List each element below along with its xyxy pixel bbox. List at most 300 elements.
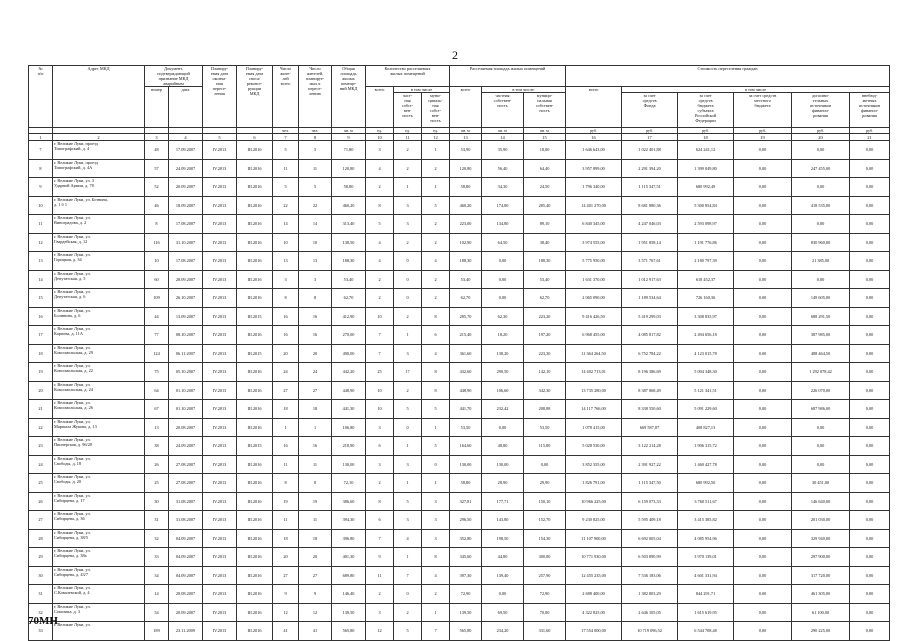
cell-col-7: 1 — [273, 418, 299, 437]
cell-col-13: 188,30 — [450, 252, 482, 271]
cell-col-15: 70,00 — [524, 603, 566, 622]
column-number-7: 7 — [273, 134, 299, 141]
cell-col-9: 58,80 — [332, 178, 366, 197]
cell-col-16: 11 364 264,50 — [566, 344, 622, 363]
cell-col-15: 72,90 — [524, 585, 566, 604]
cell-col-19: 0,00 — [734, 474, 792, 493]
cell-col-3: 46 — [145, 196, 169, 215]
cell-col-10: 2 — [366, 474, 394, 493]
cell-col-20: 317 720,00 — [792, 566, 850, 585]
cell-col-11: 2 — [394, 603, 422, 622]
cell-col-14: 0,00 — [482, 289, 524, 308]
cell-col-16: 10 966 225,00 — [566, 492, 622, 511]
cell-col-15: 331,60 — [524, 622, 566, 641]
cell-col-5: IV.2013 — [203, 492, 237, 511]
cell-col-9: 106,80 — [332, 418, 366, 437]
cell-col-9: 138,50 — [332, 233, 366, 252]
cell-col-10: 3 — [366, 603, 394, 622]
cell-col-9: 218,90 — [332, 437, 366, 456]
table-row — [29, 141, 890, 160]
cell-col-5: IV.2013 — [203, 141, 237, 160]
header-area-total: всего — [450, 87, 482, 128]
cell-col-14: 34,30 — [482, 178, 524, 197]
cell-col-3: 75 — [145, 363, 169, 382]
cell-col-14: 18,20 — [482, 326, 524, 345]
header-local-budget: за счет средств местного бюджета — [734, 93, 792, 128]
cell-col-17: 3 571 767,61 — [622, 252, 678, 271]
cell-col-3: 34 — [145, 566, 169, 585]
cell-col-14: 130,00 — [482, 455, 524, 474]
cell-col-6: III.2016 — [237, 215, 273, 234]
cell-col-16: 5 775 950,00 — [566, 252, 622, 271]
cell-col-17: 6 752 784,22 — [622, 344, 678, 363]
cell-col-17: 2 391 927,22 — [622, 455, 678, 474]
cell-col-17: 8 387 868,49 — [622, 381, 678, 400]
cell-col-16: 9 416 426,50 — [566, 307, 622, 326]
unit-cell-17: руб. — [622, 128, 678, 134]
cell-col-7: 13 — [273, 252, 299, 271]
cell-col-11: 3 — [394, 196, 422, 215]
unit-cell-11: ед. — [394, 128, 422, 134]
cell-col-8: 22 — [299, 196, 332, 215]
cell-col-5: IV.2013 — [203, 363, 237, 382]
unit-cell-21: руб. — [850, 128, 890, 134]
cell-col-21: 0,00 — [850, 585, 890, 604]
cell-col-3: 10 — [145, 252, 169, 271]
cell-col-15: 285,40 — [524, 196, 566, 215]
cell-col-15: 64,40 — [524, 159, 566, 178]
cell-col-12: 8 — [422, 307, 450, 326]
cell-col-14: 177,71 — [482, 492, 524, 511]
column-number-15: 15 — [524, 134, 566, 141]
cell-col-8: 5 — [299, 141, 332, 160]
cell-col-21: 0,00 — [850, 326, 890, 345]
cell-col-10: 6 — [366, 511, 394, 530]
cell-col-12: 2 — [422, 585, 450, 604]
cell-col-9: 460,20 — [332, 196, 366, 215]
cell-col-8: 3 — [299, 270, 332, 289]
cell-col-21: 0,00 — [850, 455, 890, 474]
cell-col-3: 57 — [145, 159, 169, 178]
cell-col-6: III.2016 — [237, 622, 273, 641]
cell-col-16: 5 028 530,00 — [566, 437, 622, 456]
cell-col-9: 401,30 — [332, 548, 366, 567]
cell-col-19: 0,00 — [734, 363, 792, 382]
cell-col-15: 188,30 — [524, 252, 566, 271]
cell-col-9: 139,50 — [332, 603, 366, 622]
cell-col-4: 04.09.2007 — [169, 529, 203, 548]
cell-col-16: 3 974 555,00 — [566, 233, 622, 252]
cell-col-14: 134,80 — [482, 215, 524, 234]
cell-col-5: IV.2013 — [203, 289, 237, 308]
cell-col-13: 345,60 — [450, 548, 482, 567]
cell-col-1: 8 — [29, 159, 53, 178]
cell-col-11: 1 — [394, 474, 422, 493]
cell-col-6: III.2016 — [237, 178, 273, 197]
cell-col-10: 4 — [366, 252, 394, 271]
cell-col-17: 6 503 890,99 — [622, 548, 678, 567]
cell-col-5: IV.2013 — [203, 455, 237, 474]
header-subject-budget: за счет средств бюджета субъекта Российской Федерации — [678, 93, 734, 128]
cell-col-20: 21 385,00 — [792, 252, 850, 271]
cell-col-16: 10 771 930,00 — [566, 548, 622, 567]
cell-col-20: 830 960,00 — [792, 233, 850, 252]
cell-col-9: 689,80 — [332, 566, 366, 585]
cell-col-19: 0,00 — [734, 418, 792, 437]
cell-col-7: 16 — [273, 326, 299, 345]
header-document: Документ, подтверждающий признание МКД аварийным — [145, 66, 203, 87]
cell-col-21: 0,00 — [850, 548, 890, 567]
cell-col-20: 0,00 — [792, 141, 850, 160]
cell-col-6: III.2016 — [237, 252, 273, 271]
cell-col-6: III.2016 — [237, 326, 273, 345]
column-numbers-row — [29, 134, 890, 141]
column-number-5: 5 — [203, 134, 237, 141]
cell-col-10: 3 — [366, 455, 394, 474]
table-row — [29, 270, 890, 289]
cell-col-18: 3 415 385,82 — [678, 511, 734, 530]
cell-col-1: 19 — [29, 363, 53, 382]
cell-col-9: 442,20 — [332, 363, 366, 382]
cell-col-13: 53,90 — [450, 141, 482, 160]
cell-col-16: 3 852 355,00 — [566, 455, 622, 474]
cell-col-19: 0,00 — [734, 585, 792, 604]
cell-col-7: 41 — [273, 622, 299, 641]
cell-col-8: 12 — [299, 603, 332, 622]
cell-col-3: 13 — [145, 418, 169, 437]
cell-col-13: 102,90 — [450, 233, 482, 252]
cell-col-8: 11 — [299, 455, 332, 474]
header-plan-demolition: Планиру- емая дата сноса/ реконст- рукции МКД — [237, 66, 273, 128]
table-row — [29, 233, 890, 252]
cell-col-8: 20 — [299, 548, 332, 567]
cell-col-5: IV.2013 — [203, 622, 237, 641]
cell-col-8: 18 — [299, 400, 332, 419]
cell-col-21: 0,00 — [850, 159, 890, 178]
cell-col-8: 16 — [299, 307, 332, 326]
cell-col-9: 396,80 — [332, 529, 366, 548]
cell-col-13: 565,80 — [450, 622, 482, 641]
cell-col-5: IV.2013 — [203, 196, 237, 215]
table-row — [29, 437, 890, 456]
cell-col-17: 2 291 394,20 — [622, 159, 678, 178]
cell-col-1: 25 — [29, 474, 53, 493]
cell-col-7: 22 — [273, 196, 299, 215]
cell-col-15: 223,20 — [524, 307, 566, 326]
cell-col-21: 0,00 — [850, 307, 890, 326]
cell-col-14: 234,20 — [482, 622, 524, 641]
cell-col-2: г. Великие Луки, ул. Депутатская, д. 5 — [53, 270, 145, 289]
cell-col-2: г. Великие Луки, ул. Сибирцева, д. 43/7 — [53, 566, 145, 585]
cell-col-6: III.2016 — [237, 159, 273, 178]
cell-col-14: 0,00 — [482, 418, 524, 437]
cell-col-6: III.2016 — [237, 289, 273, 308]
cell-col-16: 11 107 900,00 — [566, 529, 622, 548]
cell-col-9: 565,80 — [332, 622, 366, 641]
column-number-18: 18 — [678, 134, 734, 141]
cell-col-14: 198,50 — [482, 529, 524, 548]
cell-col-10: 4 — [366, 159, 394, 178]
cell-col-14: 143,80 — [482, 511, 524, 530]
cell-col-5: IV.2013 — [203, 400, 237, 419]
cell-col-20: 0,00 — [792, 455, 850, 474]
cell-col-9: 412,90 — [332, 307, 366, 326]
header-private-count: част- ная собст- вен- ность — [394, 93, 422, 128]
cell-col-15: 115,80 — [524, 437, 566, 456]
cell-col-16: 14 402 713,01 — [566, 363, 622, 382]
cell-col-18: 4 123 015,78 — [678, 344, 734, 363]
cell-col-3: 189 — [145, 622, 169, 641]
cell-col-6: III.2016 — [237, 455, 273, 474]
cell-col-19: 0,00 — [734, 455, 792, 474]
cell-col-13: 327,81 — [450, 492, 482, 511]
cell-col-5: IV.2013 — [203, 548, 237, 567]
cell-col-6: III.2016 — [237, 585, 273, 604]
cell-col-2: г. Великие Луки, ул. — [53, 622, 145, 641]
table-row — [29, 548, 890, 567]
cell-col-17: 4 247 046,03 — [622, 215, 678, 234]
cell-col-12: 2 — [422, 233, 450, 252]
cell-col-21: 0,00 — [850, 511, 890, 530]
cell-col-7: 10 — [273, 233, 299, 252]
cell-col-8: 11 — [299, 159, 332, 178]
cell-col-5: IV.2013 — [203, 215, 237, 234]
cell-col-9: 72,10 — [332, 474, 366, 493]
cell-col-1: 10 — [29, 196, 53, 215]
cell-col-17: 4 085 817,82 — [622, 326, 678, 345]
cell-col-15: 197,20 — [524, 326, 566, 345]
cell-col-9: 120,80 — [332, 159, 366, 178]
cell-col-16: 12 455 235,00 — [566, 566, 622, 585]
cell-col-18: 1 615 619,95 — [678, 603, 734, 622]
cell-col-21: 0,00 — [850, 529, 890, 548]
cell-col-10: 10 — [366, 307, 394, 326]
column-number-4: 4 — [169, 134, 203, 141]
cell-col-7: 27 — [273, 566, 299, 585]
cell-col-13: 441,70 — [450, 400, 482, 419]
cell-col-5: IV.2013 — [203, 418, 237, 437]
cell-col-12: 3 — [422, 529, 450, 548]
cell-col-4: 17.08.2007 — [169, 252, 203, 271]
cell-col-6: III.2016 — [237, 474, 273, 493]
cell-col-16: 2 688 400,00 — [566, 585, 622, 604]
cell-col-20: 387 985,00 — [792, 326, 850, 345]
cell-col-4: 31.08.2007 — [169, 492, 203, 511]
cell-col-10: 8 — [366, 196, 394, 215]
header-doc-number: номер — [145, 87, 169, 128]
cell-col-20: 0,00 — [792, 178, 850, 197]
cell-col-7: 18 — [273, 529, 299, 548]
cell-col-7: 5 — [273, 178, 299, 197]
cell-col-21: 0,00 — [850, 363, 890, 382]
cell-col-21: 0,00 — [850, 344, 890, 363]
cell-col-6: III.2015 — [237, 437, 273, 456]
cell-col-7: 16 — [273, 437, 299, 456]
header-rooms-area: Расселяемая площадь жилых помещений — [450, 66, 566, 87]
cell-col-19: 0,00 — [734, 307, 792, 326]
cell-col-8: 27 — [299, 566, 332, 585]
table-row — [29, 196, 890, 215]
cell-col-9: 270,00 — [332, 326, 366, 345]
cell-col-13: 120,80 — [450, 159, 482, 178]
cell-col-11: 5 — [394, 400, 422, 419]
cell-col-16: 9 230 825,00 — [566, 511, 622, 530]
cell-col-2: г. Великие Луки, проезд Типографский, д. 4 — [53, 141, 145, 160]
cell-col-12: 4 — [422, 566, 450, 585]
cell-col-15: 53,50 — [524, 418, 566, 437]
cell-col-18: 3 970 139,01 — [678, 548, 734, 567]
cell-col-9: 53,40 — [332, 270, 366, 289]
cell-col-20: 201 030,00 — [792, 511, 850, 530]
cell-col-20: 0,00 — [792, 437, 850, 456]
cell-col-1: 20 — [29, 381, 53, 400]
header-cost: Стоимость переселения граждан — [566, 66, 890, 87]
cell-col-1: 21 — [29, 400, 53, 419]
table-row — [29, 474, 890, 493]
cell-col-18: 3 308 835,97 — [678, 307, 734, 326]
cell-col-2: г. Великие Луки, ул. Комсомольская, д. 26 — [53, 400, 145, 419]
column-number-20: 20 — [792, 134, 850, 141]
cell-col-7: 11 — [273, 159, 299, 178]
cell-col-13: 397,30 — [450, 566, 482, 585]
column-number-19: 19 — [734, 134, 792, 141]
cell-col-4: 18.09.2007 — [169, 196, 203, 215]
cell-col-3: 8 — [145, 215, 169, 234]
cell-col-11: 3 — [394, 344, 422, 363]
cell-col-8: 13 — [299, 252, 332, 271]
cell-col-19: 0,00 — [734, 511, 792, 530]
cell-col-2: г. Великие Луки, ул. Виноградова, д. 2 — [53, 215, 145, 234]
cell-col-16: 3 957 899,00 — [566, 159, 622, 178]
cell-col-17: 5 419 299,03 — [622, 307, 678, 326]
cell-col-21: 0,00 — [850, 289, 890, 308]
cell-col-12: 0 — [422, 455, 450, 474]
unit-cell-19: руб. — [734, 128, 792, 134]
cell-col-9: 394,30 — [332, 511, 366, 530]
cell-col-18: 4 601 331,94 — [678, 566, 734, 585]
cell-col-16: 14 401 270,00 — [566, 196, 622, 215]
cell-col-15: 150,10 — [524, 492, 566, 511]
cell-col-11: 0 — [394, 270, 422, 289]
cell-col-21: 0,00 — [850, 437, 890, 456]
cell-col-1: 33 — [29, 622, 53, 641]
cell-col-8: 41 — [299, 622, 332, 641]
cell-col-6: III.2016 — [237, 233, 273, 252]
cell-col-6: III.2015 — [237, 307, 273, 326]
unit-cell-13: кв. м — [450, 128, 482, 134]
cell-col-10: 3 — [366, 418, 394, 437]
cell-col-1: 32 — [29, 603, 53, 622]
cell-col-17: 8 338 550,60 — [622, 400, 678, 419]
cell-col-7: 11 — [273, 511, 299, 530]
cell-col-1: 9 — [29, 178, 53, 197]
cell-col-10: 2 — [366, 270, 394, 289]
cell-col-16: 1 826 791,00 — [566, 474, 622, 493]
cell-col-4: 01.10.2007 — [169, 400, 203, 419]
resettlement-register-table — [28, 65, 890, 641]
cell-col-11: 1 — [394, 548, 422, 567]
cell-col-19: 0,00 — [734, 178, 792, 197]
column-number-12: 12 — [422, 134, 450, 141]
cell-col-5: IV.2013 — [203, 344, 237, 363]
cell-col-20: 149 605,00 — [792, 289, 850, 308]
cell-col-1: 22 — [29, 418, 53, 437]
cell-col-8: 19 — [299, 492, 332, 511]
cell-col-21: 0,00 — [850, 622, 890, 641]
cell-col-9: 448,90 — [332, 381, 366, 400]
cell-col-11: 7 — [394, 566, 422, 585]
cell-col-11: 17 — [394, 363, 422, 382]
cell-col-3: 44 — [145, 307, 169, 326]
header-doc-date: дата — [169, 87, 203, 128]
cell-col-21: 0,00 — [850, 400, 890, 419]
cell-col-12: 1 — [422, 474, 450, 493]
table-row — [29, 418, 890, 437]
cell-col-2: г. Великие Луки, ул. Комсомольская, д. 22 — [53, 363, 145, 382]
cell-col-11: 4 — [394, 529, 422, 548]
cell-col-16: 1 078 415,00 — [566, 418, 622, 437]
cell-col-12: 7 — [422, 622, 450, 641]
cell-col-6: III.2016 — [237, 381, 273, 400]
cell-col-11: 2 — [394, 307, 422, 326]
cell-col-3: 25 — [145, 474, 169, 493]
cell-col-5: IV.2013 — [203, 159, 237, 178]
header-residents-to-resettle: Число жителей, планируе- мых к пересе- лению — [299, 66, 332, 128]
cell-col-4: 31.08.2007 — [169, 511, 203, 530]
cell-col-20: 461 305,00 — [792, 585, 850, 604]
column-number-17: 17 — [622, 134, 678, 141]
cell-col-21: 0,00 — [850, 196, 890, 215]
cell-col-5: IV.2013 — [203, 381, 237, 400]
header-plan-resettlement-end: Планиру- емая дата оконча- ния пересе- ления — [203, 66, 237, 128]
cell-col-13: 62,70 — [450, 289, 482, 308]
cell-col-4: 24.09.2007 — [169, 159, 203, 178]
cell-col-6: III.2016 — [237, 529, 273, 548]
column-number-11: 11 — [394, 134, 422, 141]
cell-col-14: 0,00 — [482, 252, 524, 271]
cell-col-13: 53,50 — [450, 418, 482, 437]
cell-col-21: 0,00 — [850, 252, 890, 271]
cell-col-21: 0,00 — [850, 566, 890, 585]
cell-col-2: г. Великие Луки, ул. Горицкая, д. 34 — [53, 252, 145, 271]
cell-col-5: IV.2013 — [203, 178, 237, 197]
cell-col-13: 164,60 — [450, 437, 482, 456]
cell-col-15: 154,30 — [524, 529, 566, 548]
cell-col-20: 226 070,00 — [792, 381, 850, 400]
cell-col-19: 0,00 — [734, 529, 792, 548]
cell-col-7: 20 — [273, 344, 299, 363]
cell-col-18: 726 160,36 — [678, 289, 734, 308]
cell-col-18: 4 085 954,96 — [678, 529, 734, 548]
cell-col-18: 680 992,49 — [678, 178, 734, 197]
cell-col-2: г. Великие Луки, ул. Болинина, д. 6 — [53, 307, 145, 326]
cell-col-9: 441,30 — [332, 400, 366, 419]
cell-col-3: 67 — [145, 400, 169, 419]
cell-col-8: 9 — [299, 585, 332, 604]
cell-col-8: 16 — [299, 437, 332, 456]
cell-col-1: 14 — [29, 270, 53, 289]
cell-col-17: 1 382 803,29 — [622, 585, 678, 604]
table-row — [29, 307, 890, 326]
cell-col-21: 0,00 — [850, 141, 890, 160]
cell-col-17: 1 189 534,64 — [622, 289, 678, 308]
cell-col-17: 1 022 401,88 — [622, 141, 678, 160]
cell-col-15: 18,00 — [524, 141, 566, 160]
cell-col-19: 0,00 — [734, 326, 792, 345]
cell-col-5: IV.2013 — [203, 511, 237, 530]
cell-col-19: 0,00 — [734, 548, 792, 567]
cell-col-11: 2 — [394, 141, 422, 160]
